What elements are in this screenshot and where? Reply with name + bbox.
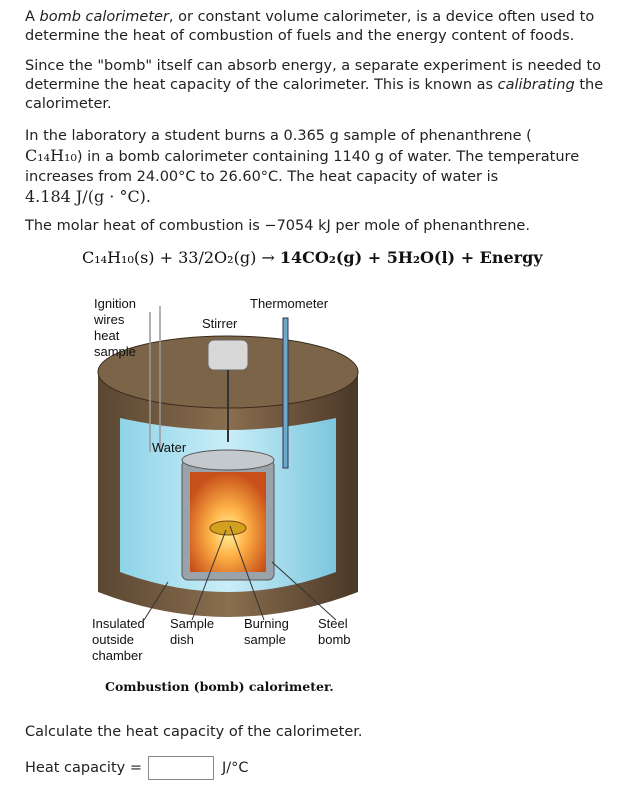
molar-heat-paragraph: The molar heat of combustion is −7054 kJ per mole of phenanthrene. <box>25 218 530 234</box>
heat-capacity-input[interactable] <box>148 756 214 780</box>
calibration-text: Since the "bomb" itself can absorb energy, a separate experiment is needed to determine the heat capacity of the calorimeter. This is known as <box>25 58 602 93</box>
heat-capacity-label: Heat capacity = <box>25 760 142 776</box>
answer-row <box>25 756 249 780</box>
calibrating-term: calibrating <box>497 77 575 93</box>
equation-arrow: → <box>256 248 280 267</box>
problem-text-2: ) in a bomb calorimeter containing 1140 g of water. The temperature increases from 24.00°C to 26.60°C. The heat capacity of water is <box>25 149 580 185</box>
thermometer-shape <box>283 318 288 468</box>
problem-text-1: In the laboratory a student burns a 0.365 g sample of phenanthrene ( <box>25 128 532 144</box>
figure-caption: Combustion (bomb) calorimeter. <box>105 679 334 694</box>
equation-reactants: C₁₄H₁₀(s) + 33/2O₂(g) <box>82 248 257 267</box>
combustion-equation <box>82 248 543 267</box>
bomb-calorimeter-figure <box>86 292 386 672</box>
intro-text-2: , or constant volume calorimeter, is a device often used to determine the heat of combustion of fuels and the energy content of foods. <box>25 9 595 44</box>
intro-text: A <box>25 9 40 25</box>
burning-sample-label: Burning sample <box>244 616 289 647</box>
phenanthrene-formula: C₁₄H₁₀ <box>25 146 77 165</box>
thermometer-label: Thermometer <box>250 296 329 311</box>
stirrer-motor <box>208 340 248 370</box>
problem-paragraph <box>25 126 619 208</box>
equation-products: 14CO₂(g) + 5H₂O(l) + Energy <box>279 248 543 267</box>
calibration-paragraph <box>25 57 619 114</box>
steel-bomb-label: Steel bomb <box>318 616 351 647</box>
calibration-text-2: the calorimeter. <box>25 77 604 112</box>
water-heat-capacity: 4.184 J/(g · °C). <box>25 187 152 206</box>
intro-italic-term: bomb calorimeter <box>39 9 169 25</box>
question-text: Calculate the heat capacity of the calorimeter. <box>25 724 363 740</box>
intro-paragraph <box>25 8 619 46</box>
stirrer-label: Stirrer <box>202 316 238 331</box>
sample-dish-shape <box>210 521 246 535</box>
heat-capacity-unit: J/°C <box>221 760 249 776</box>
water-label: Water <box>152 440 187 455</box>
ignition-wires-label: Ignition wires heat sample <box>94 296 136 359</box>
insulated-chamber-label: Insulated outside chamber <box>92 616 145 663</box>
bomb-top <box>182 450 274 470</box>
sample-dish-label: Sample dish <box>170 616 215 647</box>
